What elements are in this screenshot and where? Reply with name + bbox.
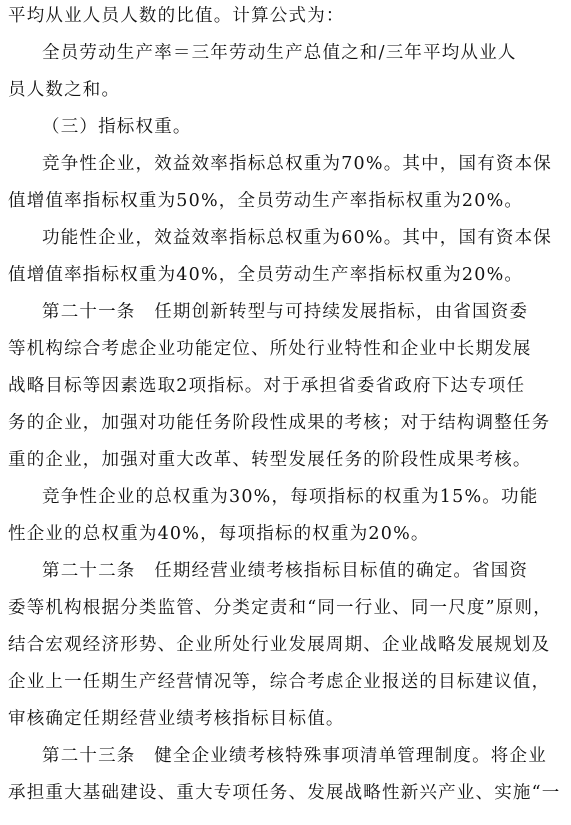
text-line: 务的企业，加强对功能任务阶段性成果的考核；对于结构调整任务	[8, 413, 551, 433]
text-line: 企业上一任期生产经营情况等，综合考虑企业报送的目标建议值，	[8, 672, 551, 692]
text-line: 值增值率指标权重为50%，全员劳动生产率指标权重为20%。	[8, 191, 524, 211]
text-line: 功能性企业，效益效率指标总权重为60%。其中，国有资本保	[42, 228, 552, 248]
text-line: 承担重大基础建设、重大专项任务、发展战略性新兴产业、实施“一	[8, 783, 561, 803]
text-line: 平均从业人员人数的比值。计算公式为：	[8, 6, 345, 26]
text-line: 员人数之和。	[8, 80, 121, 100]
text-line: 委等机构根据分类监管、分类定责和“同一行业、同一尺度”原则，	[8, 598, 552, 618]
article-22-line: 第二十二条 任期经营业绩考核指标目标值的确定。省国资	[42, 561, 529, 581]
article-21-line: 第二十一条 任期创新转型与可持续发展指标，由省国资委	[42, 302, 529, 322]
text-line: 结合宏观经济形势、企业所处行业发展周期、企业战略发展规划及	[8, 635, 551, 655]
text-line: 战略目标等因素选取2项指标。对于承担省委省政府下达专项任	[8, 376, 526, 396]
section-heading: （三）指标权重。	[42, 117, 192, 137]
text-line: 全员劳动生产率＝三年劳动生产总值之和/三年平均从业人	[42, 43, 517, 63]
text-line: 值增值率指标权重为40%，全员劳动生产率指标权重为20%。	[8, 265, 524, 285]
text-line: 性企业的总权重为40%，每项指标的权重为20%。	[8, 524, 430, 544]
text-line: 等机构综合考虑企业功能定位、所处行业特性和企业中长期发展	[8, 339, 532, 359]
text-line: 重的企业，加强对重大改革、转型发展任务的阶段性成果考核。	[8, 450, 532, 470]
text-line: 竞争性企业，效益效率指标总权重为70%。其中，国有资本保	[42, 154, 552, 174]
text-line: 审核确定任期经营业绩考核指标目标值。	[8, 709, 345, 729]
article-23-line: 第二十三条 健全企业绩考核特殊事项清单管理制度。将企业	[42, 746, 547, 766]
text-line: 竞争性企业的总权重为30%，每项指标的权重为15%。功能	[42, 487, 539, 507]
